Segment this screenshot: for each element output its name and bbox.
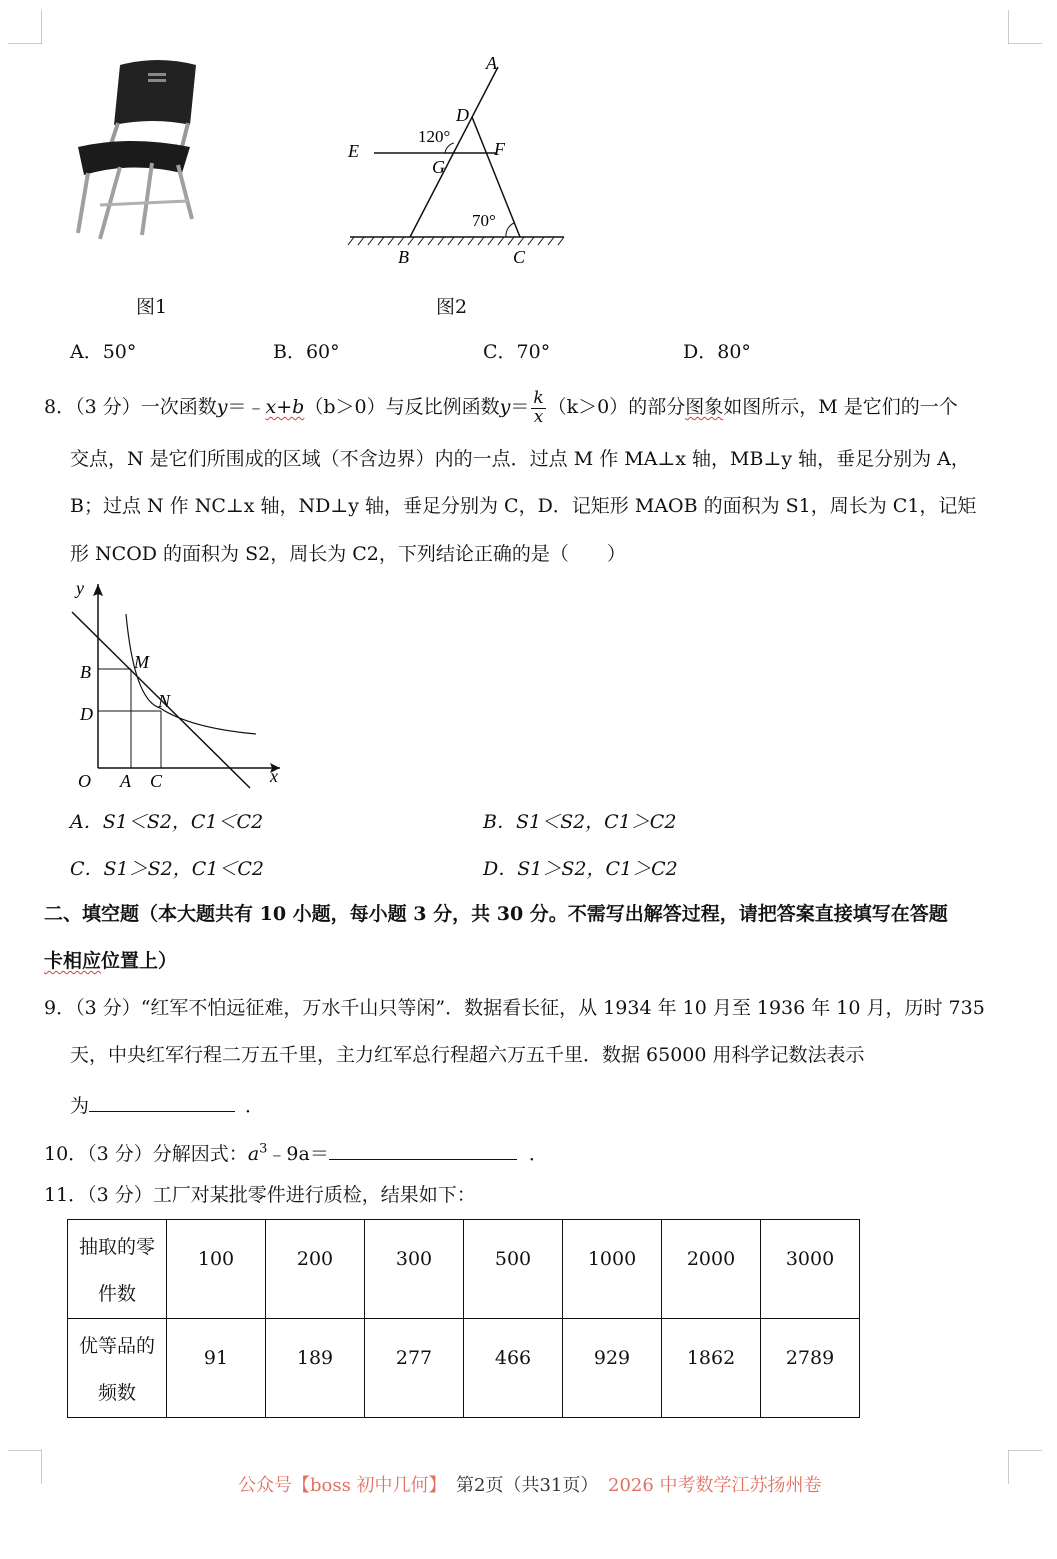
label-point-a: A: [486, 53, 497, 73]
graph-label-x: x: [270, 766, 278, 786]
table-cell: 100: [167, 1220, 266, 1319]
q8-text: 一次函数: [140, 396, 217, 418]
graph-label-d: D: [80, 704, 93, 724]
table-cell: 277: [365, 1319, 464, 1418]
table-cell: 1862: [662, 1319, 761, 1418]
table-cell: 189: [266, 1319, 365, 1418]
graph-label-c: C: [150, 771, 163, 791]
q8-eq2: ＝: [510, 396, 530, 418]
crop-mark-bottom-left: [8, 1450, 42, 1484]
q9-line-1: 9．（3 分）“红军不怕远征难，万水千山只等闲”．数据看长征，从 1934 年 10 月至 1936 年 10 月，历时 735: [44, 997, 985, 1019]
crop-mark-bottom-right: [1008, 1450, 1042, 1484]
table-cell: 500: [464, 1220, 563, 1319]
table-cell: 466: [464, 1319, 563, 1418]
graph-label-a: A: [120, 771, 131, 791]
q7-option-c: C．70°: [483, 341, 551, 363]
section-2-heading-line-1: 二、填空题（本大题共有 10 小题，每小题 3 分，共 30 分。不需写出解答过程，请把答案直接填写在答题: [44, 903, 948, 925]
label-angle-120: 120°: [418, 127, 451, 146]
graph-label-o: O: [78, 771, 91, 791]
label-point-g: G: [432, 157, 445, 177]
q8-fraction-k-over-x: $\frac{k}{x}$: [533, 387, 544, 427]
q9-line-3: 为 ．: [70, 1095, 265, 1117]
q8-function-graph: [60, 574, 300, 794]
footer-account: 公众号【boss 初中几何】: [238, 1475, 447, 1496]
table-cell: 200: [266, 1220, 365, 1319]
folding-chair-image: [70, 55, 210, 245]
q9-answer-blank[interactable]: [89, 1093, 235, 1112]
table-cell: 3000: [761, 1220, 860, 1319]
graph-label-n: N: [158, 691, 171, 711]
label-point-e: E: [348, 141, 359, 161]
label-point-d: D: [456, 105, 469, 125]
q7-option-b: B．60°: [273, 341, 340, 363]
q8-cond-k: （k＞0）的部分: [547, 396, 686, 418]
q8-graph-word: 图象: [685, 396, 724, 418]
q7-option-a: A．50°: [70, 341, 137, 363]
q11-line: 11．（3 分）工厂对某批零件进行质检，结果如下：: [44, 1184, 476, 1206]
geometry-figure-2: [340, 45, 580, 275]
q10-line: 10．（3 分）分解因式：$a^3﹣9a=$ ．: [44, 1141, 548, 1165]
q8-line-4: 形 NCOD 的面积为 S2，周长为 C2，下列结论正确的是（ ）: [70, 543, 626, 565]
table-row: [68, 1220, 860, 1319]
table-cell: 2789: [761, 1319, 860, 1418]
q8-cond-b: （b＞0）与反比例函数: [304, 396, 500, 418]
q8-text-end: 如图所示，M 是它们的一个: [723, 396, 958, 418]
label-point-f: F: [494, 139, 505, 159]
q8-line-3: B；过点 N 作 NC⊥x 轴，ND⊥y 轴，垂足分别为 C，D．记矩形 MAOB 的面积为 S1，周长为 C1，记矩: [70, 495, 977, 517]
table-cell: 929: [563, 1319, 662, 1418]
q9-line-2: 天，中央红军行程二万五千里，主力红军总行程超六万五千里．数据 65000 用科学记数法表示: [70, 1044, 865, 1066]
table-cell: 1000: [563, 1220, 662, 1319]
graph-label-b: B: [80, 662, 91, 682]
q8-line-1: [44, 388, 958, 426]
q8-option-c: C．S1＞S2，C1＜C2: [70, 858, 264, 880]
q8-eq: ＝﹣: [227, 396, 266, 418]
q8-x-plus-b: x+b: [265, 396, 305, 418]
label-angle-70: 70°: [472, 211, 496, 230]
crop-mark-top-right: [1008, 10, 1042, 44]
q8-line-2: 交点，N 是它们所围成的区域（不含边界）内的一点．过点 M 作 MA⊥x 轴，MB⊥y 轴，垂足分别为 A，: [70, 448, 970, 470]
quality-check-table: [67, 1219, 860, 1418]
q10-answer-blank[interactable]: [329, 1141, 517, 1160]
q8-var-y: y: [216, 396, 228, 418]
label-point-b: B: [398, 247, 409, 267]
q8-option-b: B．S1＜S2，C1＞C2: [483, 811, 677, 833]
graph-label-y: y: [76, 578, 84, 598]
table-cell: 91: [167, 1319, 266, 1418]
label-point-c: C: [513, 247, 526, 267]
q8-option-a: A．S1＜S2，C1＜C2: [70, 811, 264, 833]
section-2-heading-line-2: 卡相应位置上）: [44, 950, 178, 972]
footer-page-number: 第2页（共31页）: [456, 1475, 599, 1496]
footer-exam-title: 2026 中考数学江苏扬州卷: [608, 1475, 822, 1496]
figure-2-caption: 图2: [436, 296, 468, 318]
q8-score: （3 分）: [75, 396, 141, 418]
table-cell: 300: [365, 1220, 464, 1319]
table-header-cell: 抽取的零 件数: [68, 1220, 167, 1319]
q7-option-d: D．80°: [683, 341, 751, 363]
table-cell: 2000: [662, 1220, 761, 1319]
crop-mark-top-left: [8, 10, 42, 44]
q8-var-y2: y: [499, 396, 511, 418]
q8-option-d: D．S1＞S2，C1＞C2: [483, 858, 678, 880]
q8-number: 8．: [44, 396, 76, 418]
figure-1-caption: 图1: [136, 296, 168, 318]
graph-label-m: M: [134, 652, 149, 672]
table-header-cell: 优等品的 频数: [68, 1319, 167, 1418]
table-row: [68, 1319, 860, 1418]
